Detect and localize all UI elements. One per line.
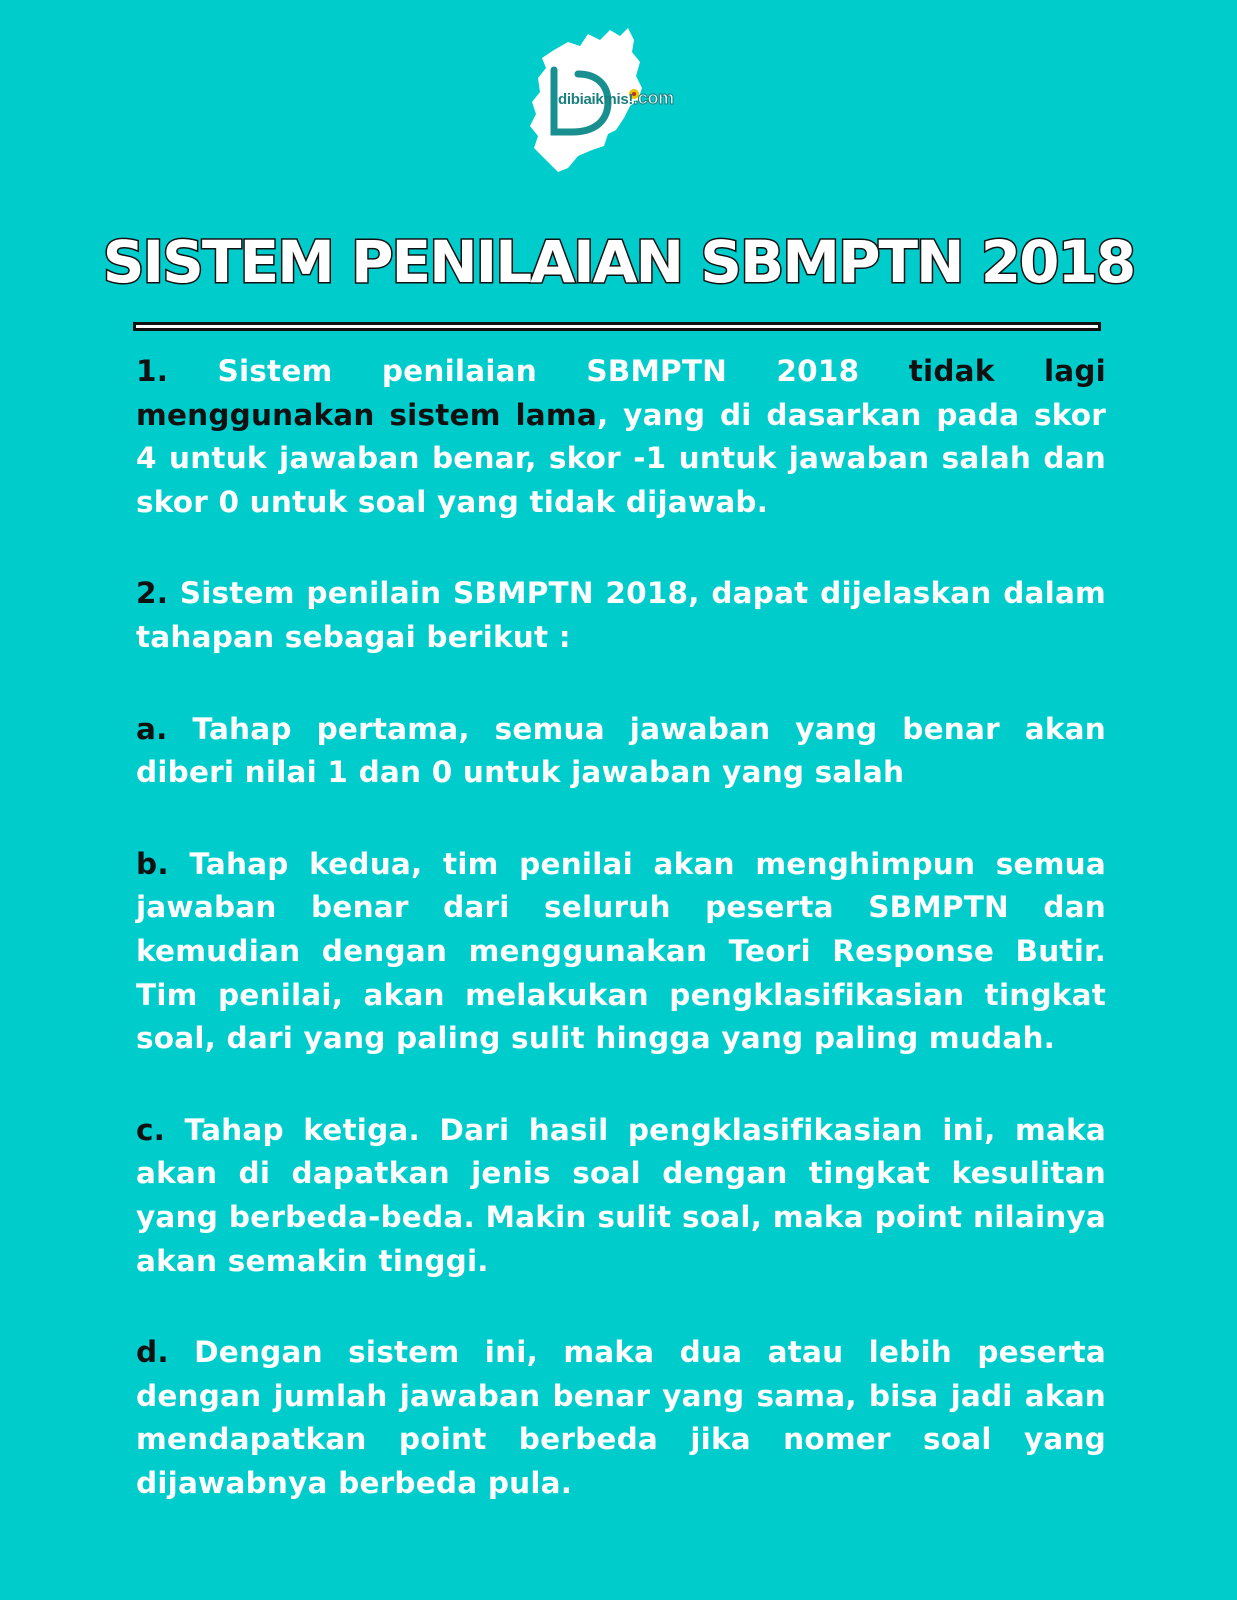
paragraph-d xyxy=(136,1331,1106,1505)
paragraph-2 xyxy=(136,572,1106,659)
page-title: SISTEM PENILAIAN SBMPTN 2018 xyxy=(102,228,1135,296)
paragraph-text: Dengan sistem ini, maka dua atau lebih peserta dengan jumlah jawaban benar yang sama, bisa jadi akan mendapatkan point berbeda jika nomer soal yang dijawabnya berbeda pula. xyxy=(136,1335,1106,1500)
paragraph-b xyxy=(136,843,1106,1061)
paragraph-marker: 2. xyxy=(136,576,169,611)
paragraph-marker: d. xyxy=(136,1335,169,1370)
site-logo[interactable] xyxy=(528,22,708,182)
paragraph-1 xyxy=(136,350,1106,524)
logo-brand: dibiaikmis! xyxy=(558,91,634,108)
paragraph-text: , yang di dasarkan pada skor 4 untuk jawaban benar, skor -1 untuk jawaban salah dan skor 0 untuk soal yang tidak dijawab. xyxy=(136,397,1107,519)
paragraph-marker: 1. xyxy=(136,354,169,388)
paragraph-text: Tahap pertama, semua jawaban yang benar akan diberi nilai 1 dan 0 untuk jawaban yang salah xyxy=(136,711,1106,790)
paragraph-text: Sistem penilaian SBMPTN 2018 xyxy=(168,354,909,388)
title-divider xyxy=(133,322,1101,331)
paragraph-c xyxy=(136,1109,1106,1283)
logo-suffix: .com xyxy=(633,88,674,108)
paragraph-text: Tahap kedua, tim penilai akan menghimpun semua jawaban benar dari seluruh peserta SBMPTN dan kemudian dengan menggunakan Teori Response Butir. Tim penilai, akan melakukan pengklasifikasian tingkat soal, dari yang paling sulit hingga yang paling mudah. xyxy=(136,846,1106,1056)
paragraph-text: Sistem penilain SBMPTN 2018, dapat dijelaskan dalam tahapan sebagai berikut : xyxy=(136,576,1106,654)
paragraph-marker: a. xyxy=(136,711,168,746)
paragraph-marker: b. xyxy=(136,846,169,881)
paragraph-a xyxy=(136,708,1106,795)
paragraph-marker: c. xyxy=(136,1112,166,1147)
paragraph-emphasis: tidak lagi menggunakan sistem lama xyxy=(136,354,1106,432)
logo-text xyxy=(558,88,674,109)
article-body xyxy=(136,350,1106,1553)
paragraph-text: Tahap ketiga. Dari hasil pengklasifikasian ini, maka akan di dapatkan jenis soal dengan tingkat kesulitan yang berbeda-beda. Makin sulit soal, maka point nilainya akan semakin tinggi. xyxy=(136,1112,1106,1278)
